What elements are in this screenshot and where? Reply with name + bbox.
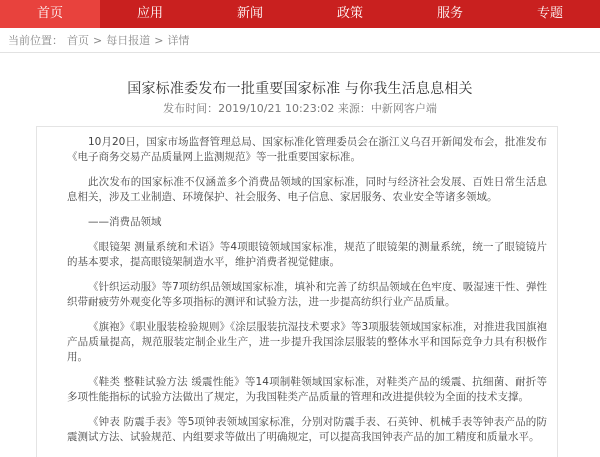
divider — [0, 52, 600, 53]
article-meta: 发布时间：2019/10/21 10:23:02 来源：中新网客户端 — [163, 102, 437, 115]
nav-item-apps[interactable]: 应用 — [136, 6, 163, 21]
breadcrumb-prefix: 当前位置： — [8, 34, 63, 47]
article-paragraph: 《鞋类 整鞋试验方法 缓震性能》等14项制鞋领域国家标准，对鞋类产品的缓震、抗细菌、耐折等多项性能指标的试验方法做出了规定，为我国鞋类产品质量的管理和改进提供较为全面的技术支撑。 — [67, 376, 547, 403]
article-paragraph: 《旗袍》《职业服装检验规则》《涂层服装抗湿技术要求》等3项服装领域国家标准，对推进我国旗袍产品质量提高，规范服装定制企业生产，进一步提升我国涂层服装的整体水平和国际竞争力具有积极作用。 — [67, 321, 547, 363]
article-paragraph: 此次发布的国家标准不仅涵盖多个消费品领域的国家标准，同时与经济社会发展、百姓日常生活息息相关，涉及工业制造、环境保护、社会服务、电子信息、家居服务、农业安全等诸多领域。 — [67, 176, 547, 203]
breadcrumb-current: 详情 — [167, 34, 190, 47]
nav-item-policy[interactable]: 政策 — [336, 6, 363, 21]
top-nav — [0, 0, 600, 28]
breadcrumb — [8, 32, 189, 50]
nav-item-news[interactable]: 新闻 — [236, 6, 263, 21]
breadcrumb-separator: > — [154, 34, 164, 47]
breadcrumb-separator: > — [93, 34, 103, 47]
breadcrumb-daily-report-link[interactable]: 每日报道 — [106, 34, 151, 47]
article-section-heading: ——消费品领域 — [88, 216, 162, 228]
article-paragraph: 10月20日，国家市场监督管理总局、国家标准化管理委员会在浙江义乌召开新闻发布会，批准发布《电子商务交易产品质量网上监测规范》等一批重要国家标准。 — [67, 136, 547, 163]
article-title: 国家标准委发布一批重要国家标准 与你我生活息息相关 — [127, 81, 473, 97]
article-body — [36, 126, 558, 457]
breadcrumb-home-link[interactable]: 首页 — [67, 34, 89, 47]
article-paragraph: 《钟表 防震手表》等5项钟表领域国家标准，分别对防震手表、石英钟、机械手表等钟表产品的防震测试方法、试验规范、内组要求等做出了明确规定，可以提高我国钟表产品的加工精度和质量水平。 — [67, 416, 547, 443]
article-paragraph: 《眼镜架 测量系统和术语》等4项眼镜领域国家标准，规范了眼镜架的测量系统，统一了眼镜镜片的基本要求，提高眼镜架制造水平，维护消费者视觉健康。 — [67, 241, 547, 268]
nav-item-topics[interactable]: 专题 — [536, 6, 563, 21]
article-paragraph: 《针织运动服》等7项纺织品领域国家标准，填补和完善了纺织品领域在色牢度、吸湿速干性、弹性织带耐疲劳外观变化等多项指标的测评和试验方法，进一步提高纺织行业产品质量。 — [67, 281, 547, 308]
nav-item-services[interactable]: 服务 — [436, 6, 463, 21]
nav-item-home[interactable]: 首页 — [0, 0, 100, 28]
